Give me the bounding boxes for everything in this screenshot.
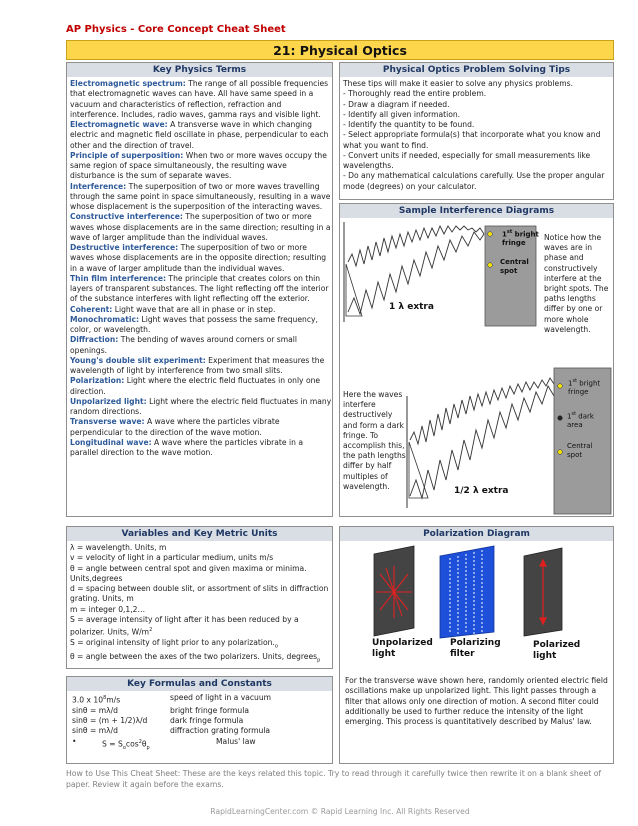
top-bright-fringe-label: 1st bright fringe: [502, 229, 539, 247]
term-name: Diffraction:: [70, 335, 119, 345]
unpolarized-label: Unpolarized light: [372, 638, 433, 659]
term-entry: [70, 120, 332, 151]
var-s: S = average intensity of light after it has been reduced by a polarizer. Units, $W/m^2$: [70, 614, 299, 637]
tip-line: - Convert units if needed, especially for small measurements like wavelengths.: [343, 150, 591, 170]
wave-upper: [348, 226, 484, 266]
term-definition: Light wave that are all in phase or in step.: [112, 304, 276, 314]
term-entry: [70, 417, 332, 438]
wave-upper-b: [410, 378, 554, 444]
tip-line: - Identify all given information.: [343, 109, 461, 119]
term-name: Electromagnetic wave:: [70, 120, 168, 129]
term-name: Monochromatic:: [70, 314, 140, 324]
central-spot-dot: [488, 263, 493, 268]
usage-note: How to Use This Cheat Sheet: These are the keys related this topic. Try to read through it carefully twice then rewrite it on a blank sheet of paper. Review it again before the exams.: [66, 769, 602, 789]
term-definition: When two or more waves occupy the same region of space simultaneously, the resulting wave disturbance is the sum of separate waves.: [70, 150, 327, 181]
top-extra-label: 1 λ extra: [389, 302, 434, 312]
interference-heading: Sample Interference Diagrams: [340, 204, 613, 218]
term-name: Principle of superposition:: [70, 150, 184, 160]
term-entry: [70, 243, 332, 274]
chapter-banner: 21: Physical Optics: [66, 40, 614, 60]
term-definition: Light where the electric field fluctuates in only one direction.: [70, 376, 321, 396]
term-definition: The bending of waves around corners or small openings.: [70, 335, 298, 355]
term-entry: [70, 397, 332, 418]
term-entry: [70, 356, 332, 377]
term-entry: [70, 305, 332, 315]
bottom-interference-note: Here the waves interfere destructively and form a dark fringe. To accomplish this, the path lengths differ by half multiples of wavelength.: [343, 390, 406, 491]
tip-line: - Identify the quantity to be found.: [343, 120, 475, 129]
term-definition: The range of all possible frequencies that electromagnetic waves can have. All have same speed in a vacuum and characteristics of reflection, refraction and interference. Includes, radio waves, gamma rays and visible light.: [70, 79, 329, 119]
term-name: Longitudinal wave:: [70, 437, 152, 447]
term-entry: [70, 376, 332, 397]
tips-heading: Physical Optics Problem Solving Tips: [340, 63, 613, 77]
var-d: d = spacing between double slit, or assortment of slits in diffraction grating. Units, m: [70, 584, 329, 604]
formula-row: sinθ = (m + 1/2)λ/d dark fringe formula: [72, 716, 244, 726]
term-name: Young's double slit experiment:: [70, 355, 206, 365]
copyright: RapidLearningCenter.com © Rapid Learning Inc. All Rights Reserved: [210, 807, 470, 816]
tip-line: - Select appropriate formula(s) that incorporate what you know and what you want to find.: [343, 130, 601, 150]
wave-lower-b: [410, 386, 554, 498]
tip-line: These tips will make it easier to solve any physics problems.: [343, 79, 573, 88]
term-entry: [70, 182, 332, 213]
term-entry: [70, 438, 332, 459]
formulas-heading: Key Formulas and Constants: [67, 677, 332, 691]
var-s0: S = original intensity of light prior to any $polarization._o$: [70, 637, 278, 650]
polarization-heading: Polarization Diagram: [340, 527, 613, 541]
var-lambda: λ = wavelength. Units, m: [70, 543, 167, 552]
term-name: Transverse wave:: [70, 417, 145, 427]
bottom-dark-area-label: 1st dark area: [567, 411, 594, 429]
formula-row: sinθ = mλ/d bright fringe formula: [72, 705, 249, 715]
term-name: Constructive interference:: [70, 212, 183, 222]
term-name: Unpolarized light:: [70, 396, 147, 406]
tip-line: - Thoroughly read the entire problem.: [343, 89, 487, 99]
formula-row: sinθ = mλ/d diffraction grating formula: [72, 726, 271, 736]
variables-heading: Variables and Key Metric Units: [67, 527, 332, 541]
filter-label: Polarizing filter: [450, 638, 501, 659]
polarizing-filter-panel: [440, 546, 494, 638]
polarization-diagram: [340, 542, 613, 640]
term-entry: [70, 79, 332, 120]
formula-row: 3.0 x $10^8m/s$ speed of light in a vacuum: [72, 693, 272, 705]
bottom-dark-dot: [558, 416, 563, 421]
var-m: m = integer 0,1,2…: [70, 604, 146, 614]
term-name: Interference:: [70, 181, 127, 191]
var-theta-p: θ = angle between the axes of the two polarizers. Units, degrees$_p$: [70, 651, 321, 664]
term-entry: [70, 151, 332, 182]
term-definition: The principle that creates colors on thin layers of transparent substances. The light reflecting off the interior of the substance interferes with light reflecting off the exterior.: [70, 273, 329, 304]
bottom-central-dot: [558, 450, 563, 455]
formula-row-malus: • $S = S_o\cos^2\theta_p$ Malus' law: [72, 736, 256, 751]
variables-list: [70, 543, 330, 665]
term-definition: The superposition of two or more waves whose displacements are in the opposite direction; resulting in a wave of larger amplitude than the individual waves.: [70, 243, 327, 273]
term-definition: The superposition of two or more waves whose displacements are in the same direction; resulting in a wave of larger amplitude than the individual waves.: [70, 212, 331, 242]
term-definition: Light where the electric field fluctuates in many random directions.: [70, 396, 332, 416]
bottom-bright-dot: [558, 384, 563, 389]
term-definition: Light waves that possess the same frequency, color, or wavelength.: [70, 314, 318, 334]
term-name: Polarization:: [70, 376, 125, 386]
polarization-text: For the transverse wave shown here, randomly oriented electric field oscillations make up unpolarized light. This light passes through a filter that allows only one direction of motion. A second filter could additionally be used to further reduce the intensity of the light emerging. This process is quantitatively described by Malus' law.: [345, 676, 608, 726]
tip-line: - Do any mathematical calculations carefully. Use the proper angular mode (degrees) on your calculator.: [343, 171, 605, 191]
term-entry: [70, 274, 332, 305]
term-entry: [70, 315, 332, 336]
tips-list: [343, 79, 611, 192]
key-terms-list: [70, 79, 332, 458]
term-name: Electromagnetic spectrum:: [70, 79, 186, 88]
term-definition: A wave where the particles vibrate perpendicular to the direction of the wave motion.: [70, 417, 280, 437]
formulas-list: [72, 693, 330, 753]
term-definition: A wave where the particles vibrate in a parallel direction to the wave motion.: [70, 437, 303, 457]
term-definition: A transverse wave in which changing electric and magnetic field oscillate in phase, perpendicular to each other and the direction of travel.: [70, 120, 329, 150]
document-title: AP Physics - Core Concept Cheat Sheet: [66, 24, 286, 35]
bottom-bright-fringe-label: 1st bright fringe: [568, 378, 601, 396]
term-entry: [70, 335, 332, 356]
top-interference-note: Notice how the waves are in phase and constructively interfere at the bright spots. The paths lengths differ by one or more whole wavelength.: [544, 233, 609, 334]
tip-line: - Draw a diagram if needed.: [343, 99, 450, 109]
var-velocity: v = velocity of light in a particular medium, units m/s: [70, 553, 274, 563]
bottom-extra-label: 1/2 λ extra: [454, 486, 509, 496]
key-terms-heading: Key Physics Terms: [67, 63, 332, 77]
term-definition: Experiment that measures the wavelength of light by interference from two small slits.: [70, 355, 325, 375]
term-definition: The superposition of two or more waves travelling through the same point in space simultaneously, resulting in a wave whose displacement is the superposition of the interacting waves.: [70, 181, 331, 211]
var-theta: θ = angle between central spot and given maxima or minima. Units,degrees: [70, 563, 307, 583]
top-central-spot-label: Central spot: [500, 258, 529, 275]
term-entry: [70, 212, 332, 243]
bright-fringe-dot: [488, 232, 493, 237]
bottom-central-spot-label: Central spot: [567, 442, 593, 459]
term-name: Coherent:: [70, 304, 113, 314]
polarized-label: Polarized light: [533, 640, 581, 661]
term-name: Thin film interference:: [70, 273, 167, 283]
term-name: Destructive interference:: [70, 243, 179, 252]
